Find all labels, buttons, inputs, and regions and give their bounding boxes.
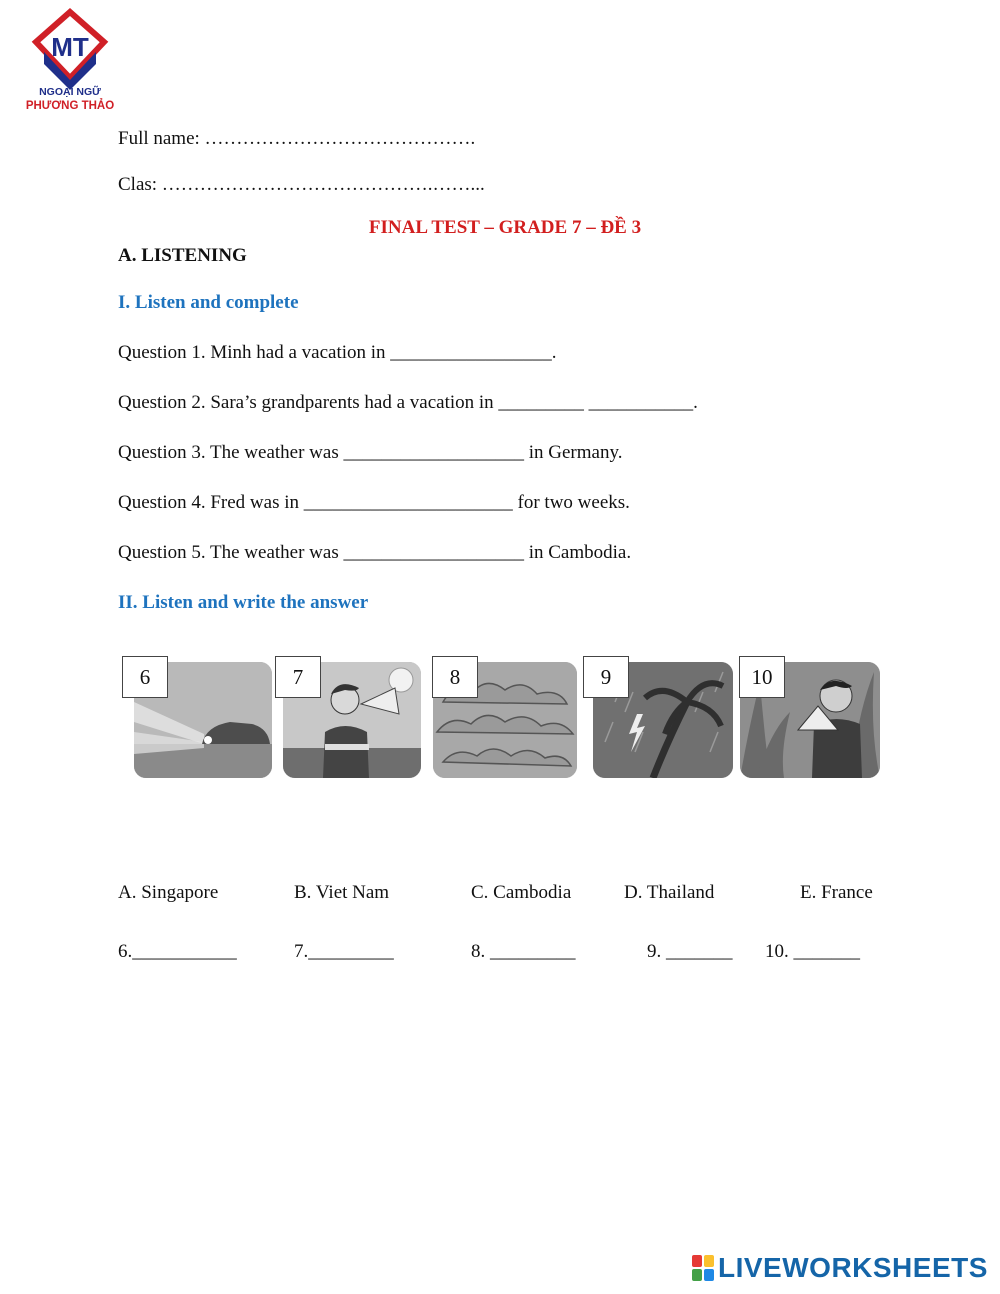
brand-tile-green (692, 1269, 702, 1281)
option-a: A. Singapore (118, 882, 219, 903)
picture-number-10: 10 (739, 656, 785, 698)
option-e: E. France (800, 882, 873, 903)
logo-line-1: NGOẠI NGỮ (39, 86, 101, 98)
answer-7[interactable]: 7._________ (294, 941, 394, 962)
logo-mark-icon (22, 8, 118, 92)
class-field[interactable]: Clas: …………………………………….……... (118, 174, 485, 195)
question-3[interactable]: Question 3. The weather was ___________________ in Germany. (118, 442, 623, 463)
logo-line-2: PHƯƠNG THẢO (25, 100, 115, 112)
question-4[interactable]: Question 4. Fred was in ______________________ for two weeks. (118, 492, 630, 513)
answer-9[interactable]: 9. _______ (647, 941, 733, 962)
section-a-heading: A. LISTENING (118, 245, 247, 266)
part-1-heading: I. Listen and complete (118, 292, 299, 313)
full-name-field[interactable]: Full name: ……………………………………. (118, 128, 476, 149)
question-2[interactable]: Question 2. Sara’s grandparents had a vacation in _________ ___________. (118, 392, 698, 413)
question-1[interactable]: Question 1. Minh had a vacation in _________________. (118, 342, 557, 363)
brand-tile-red (692, 1255, 702, 1267)
picture-number-8: 8 (432, 656, 478, 698)
picture-number-7: 7 (275, 656, 321, 698)
test-title: FINAL TEST – GRADE 7 – ĐỀ 3 (368, 217, 642, 238)
picture-number-6: 6 (122, 656, 168, 698)
question-5[interactable]: Question 5. The weather was ___________________ in Cambodia. (118, 542, 632, 563)
option-c: C. Cambodia (471, 882, 572, 903)
picture-number-9: 9 (583, 656, 629, 698)
answer-10[interactable]: 10. _______ (765, 941, 860, 962)
liveworksheets-brand (692, 1252, 988, 1284)
option-d: D. Thailand (624, 882, 715, 903)
logo-mark-text: MT (51, 32, 89, 62)
brand-tile-yellow (704, 1255, 714, 1267)
answer-6[interactable]: 6.___________ (118, 941, 237, 962)
liveworksheets-logo-text: LIVEWORKSHEETS (718, 1252, 988, 1283)
part-2-heading: II. Listen and write the answer (118, 592, 369, 613)
answer-8[interactable]: 8. _________ (471, 941, 576, 962)
brand-tile-blue (704, 1269, 714, 1281)
option-b: B. Viet Nam (294, 882, 390, 903)
liveworksheets-icon (692, 1255, 714, 1281)
